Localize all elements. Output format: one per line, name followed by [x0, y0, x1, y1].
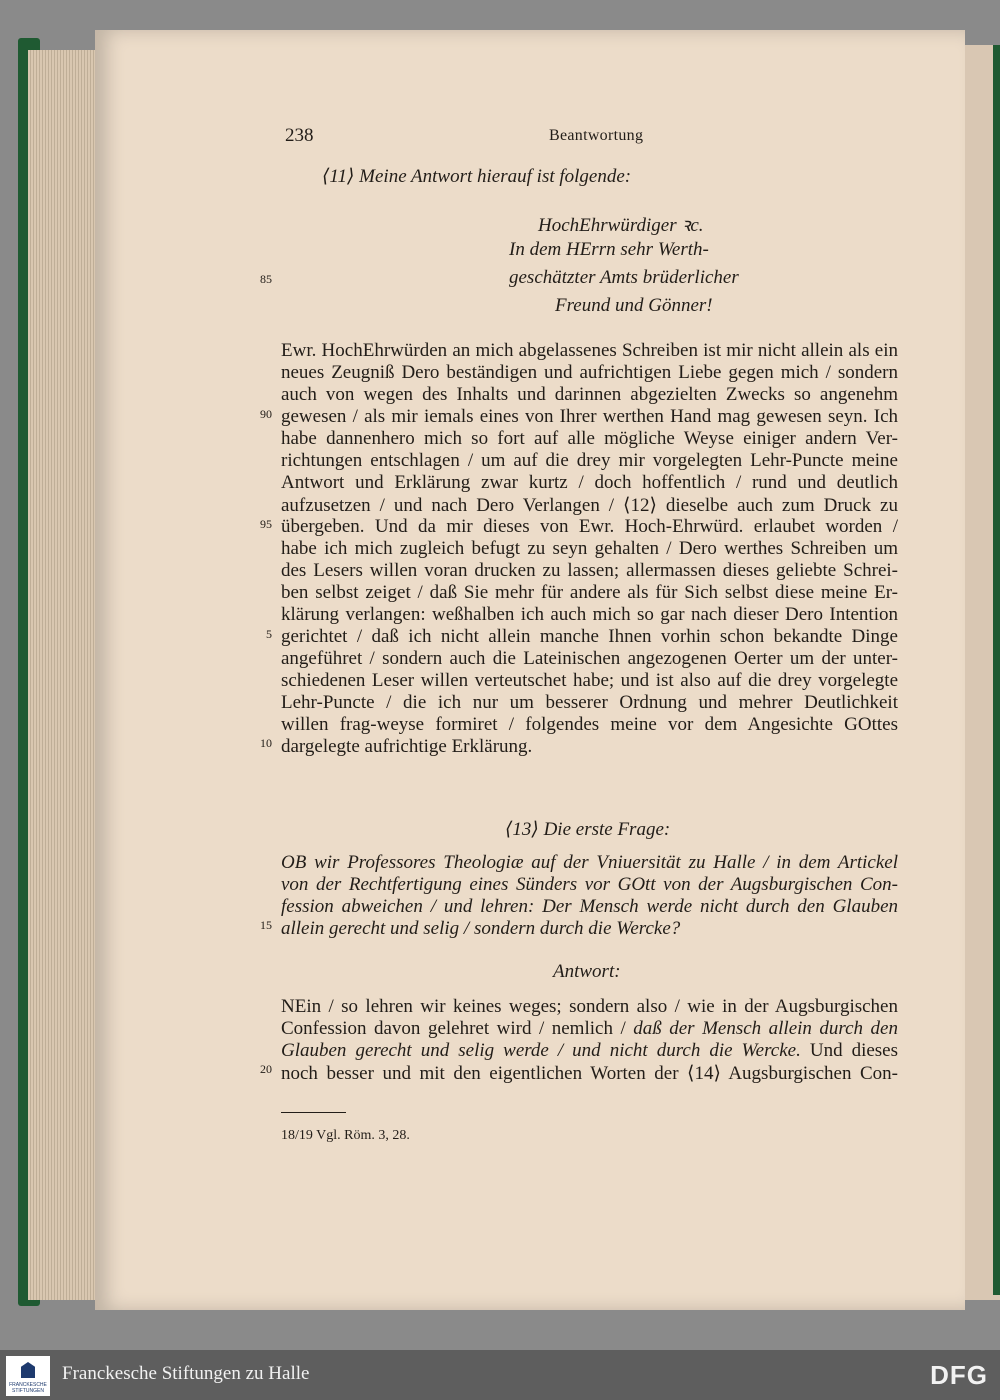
paragraph-line: neues Zeugniß Dero beständigen und aufrichtigen Liebe gegen mich / sondern: [281, 362, 898, 383]
paragraph-line: übergeben. Und da mir dieses von Ewr. Hoch-Ehrwürd. erlaubet worden /: [281, 516, 898, 537]
paragraph-line: Lehr-Puncte / die ich nur um besserer Ordnung und mehrer Deutlichkeit: [281, 692, 898, 713]
paragraph-line: gerichtet / daß ich nicht allein manche Ihnen vorhin schon bekandte Dinge: [281, 626, 898, 647]
answer-quote: daß der Mensch allein durch den: [633, 1018, 898, 1039]
paragraph-line: klärung verlangen: weßhalben ich auch mich so gar nach dieser Dero Intention: [281, 604, 898, 625]
salutation-line: Freund und Gönner!: [555, 295, 713, 316]
line-number: 90: [260, 407, 272, 421]
logo-caption: FRANCKESCHE STIFTUNGEN: [9, 1382, 47, 1394]
answer-text: Und dieses: [800, 1040, 899, 1061]
institution-logo-icon: [21, 1362, 35, 1378]
paragraph-line: Ewr. HochEhrwürden an mich abgelassenes Schreiben ist mir nicht allein als ein: [281, 340, 898, 361]
salutation-line: In dem HErrn sehr Werth-: [509, 239, 709, 260]
paragraph-line: richtungen entschlagen / um auf die drey mir vorgelegten Lehr-Puncte meine: [281, 450, 898, 471]
answer-text: NEin / so lehren wir keines weges; sondern also / wie in der Augsburgischen: [281, 996, 898, 1017]
paragraph-line: aufzusetzen / und nach Dero Verlangen / ⟨12⟩ dieselbe auch zum Druck zu: [281, 495, 898, 516]
page-number: 238: [285, 125, 314, 146]
dfg-logo[interactable]: DFG: [930, 1360, 988, 1390]
paragraph-line: dargelegte aufrichtige Erklärung.: [281, 736, 533, 757]
question-line: fession abweichen / und lehren: Der Mensch werde nicht durch den Glauben: [281, 896, 898, 917]
answer-line: [281, 1018, 898, 1040]
running-head: Beantwortung: [549, 127, 644, 144]
page-edges: [28, 50, 100, 1300]
paragraph-line: ben selbst zeiget / daß Sie mehr für andere als für Sich selbst diese meine Er-: [281, 582, 898, 603]
answer-line: [281, 1062, 898, 1085]
footnote-rule: [281, 1112, 346, 1113]
institution-name: Franckesche Stiftungen zu Halle: [62, 1363, 310, 1384]
paragraph-line: habe dannenhero mich so fort auf alle mögliche Weyse einiger andern Ver-: [281, 428, 898, 449]
institution-logo[interactable]: [6, 1356, 50, 1396]
salutation-line: HochEhrwürdiger ꝛc.: [538, 215, 704, 236]
answer-heading: Antwort:: [553, 961, 621, 982]
paragraph-line: schiedenen Leser willen verteutschet habe; und ist also auf die drey vorgelegte: [281, 670, 898, 691]
letter-heading: ⟨11⟩ Meine Antwort hierauf ist folgende:: [322, 166, 632, 187]
answer-text: Confession davon gelehret wird / nemlich /: [281, 1018, 634, 1039]
line-number: 10: [260, 736, 272, 750]
paragraph-line: habe ich mich zugleich befugt zu seyn gehalten / Dero werthes Schreiben um: [281, 538, 898, 559]
paragraph-line: auch von wegen des Inhalts und darinnen abgezielten Zwecks so angenehm: [281, 384, 898, 405]
paragraph-line: angeführet / sondern auch die Lateinischen angezogenen Oerter um der unter-: [281, 648, 898, 669]
paragraph-line: des Lesers willen voran drucken zu lassen; allermassen dieses geliebte Schrei-: [281, 560, 898, 581]
line-number: 5: [266, 627, 272, 641]
footnote: 18/19 Vgl. Röm. 3, 28.: [281, 1128, 410, 1143]
answer-text: noch besser und mit den eigentlichen Worten der ⟨14⟩ Augsburgischen Con-: [281, 1063, 898, 1084]
paragraph-line: Antwort und Erklärung zwar kurtz / doch hoffentlich / rund und deutlich: [281, 472, 898, 493]
paragraph-line: gewesen / als mir iemals eines von Ihrer werthen Hand mag gewesen seyn. Ich: [281, 406, 898, 427]
answer-quote: Glauben gerecht und selig werde / und nicht durch die Wercke.: [281, 1040, 801, 1061]
book-cover-right: [993, 45, 1000, 1295]
answer-line: [281, 1040, 898, 1062]
answer-line: [281, 996, 898, 1018]
salutation-line: geschätzter Amts brüderlicher: [509, 267, 739, 288]
line-number: 95: [260, 517, 272, 531]
question-heading: ⟨13⟩ Die erste Frage:: [505, 819, 671, 840]
paragraph-line: willen frag-weyse formiret / folgendes meine vor dem Angesichte GOttes: [281, 714, 898, 735]
line-number: 15: [260, 918, 272, 932]
question-line: von der Rechtfertigung eines Sünders vor GOtt von der Augsburgischen Con-: [281, 874, 898, 895]
question-line: OB wir Professores Theologiæ auf der Vniuersität zu Halle / in dem Artickel: [281, 852, 898, 873]
viewer-footer-bar: [0, 1350, 1000, 1400]
line-number: 20: [260, 1062, 272, 1076]
line-number: 85: [260, 272, 272, 286]
question-line: allein gerecht und selig / sondern durch die Wercke?: [281, 918, 681, 939]
